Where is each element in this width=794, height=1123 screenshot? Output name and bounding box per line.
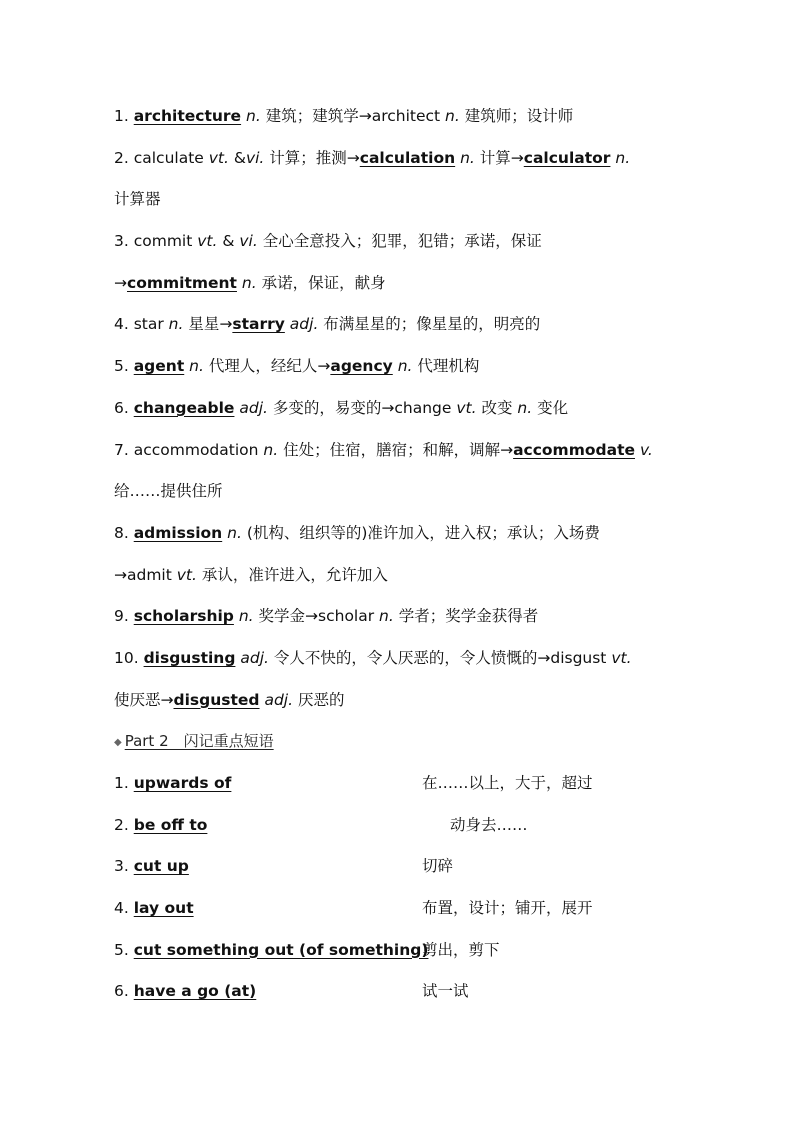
- word-text: 计算→: [474, 148, 524, 167]
- word-text: &: [217, 232, 240, 251]
- word-line: [114, 555, 694, 597]
- part-of-speech: adj.: [239, 398, 268, 417]
- key-word: admission: [133, 523, 223, 542]
- word-text: 布满星星的；像星星的，明亮的: [318, 315, 541, 334]
- part-of-speech: n.: [517, 398, 533, 417]
- part-of-speech: n.: [379, 607, 394, 626]
- part-of-speech: n.: [227, 523, 242, 542]
- word-text: 5.: [114, 357, 134, 376]
- phrase-english: have a go (at): [133, 982, 257, 1001]
- key-word: scholarship: [133, 607, 234, 626]
- part-of-speech: n.: [445, 107, 460, 125]
- word-text: 奖学金→scholar: [253, 607, 380, 626]
- word-text: →admit: [114, 565, 177, 584]
- word-text: →: [114, 273, 127, 292]
- part-of-speech: vi.: [239, 232, 258, 251]
- word-text: 计算；推测→: [264, 148, 360, 167]
- part-of-speech: n.: [168, 315, 184, 334]
- phrase-english: cut up: [133, 857, 189, 876]
- part2-heading: [114, 721, 694, 763]
- phrase-chinese: 试一试: [422, 982, 469, 1001]
- word-text: 给……提供住所: [114, 482, 223, 501]
- word-line: [114, 304, 694, 346]
- phrase-list: [114, 763, 694, 1013]
- word-text: 使厌恶→: [114, 690, 174, 709]
- word-text: 9.: [114, 607, 134, 626]
- key-word: starry: [232, 315, 285, 334]
- phrase-line: [114, 805, 694, 847]
- word-line: [114, 221, 694, 263]
- word-text: 6.: [114, 398, 134, 417]
- phrase-number: 1.: [114, 774, 134, 792]
- part-of-speech: adj.: [289, 315, 319, 334]
- phrase-number: 2.: [114, 815, 134, 834]
- vocab-page: [114, 96, 694, 1013]
- part-of-speech: n.: [460, 148, 475, 167]
- phrase-line: [114, 888, 694, 930]
- phrase-number: 5.: [114, 940, 134, 959]
- word-line: [114, 138, 694, 180]
- phrase-english: lay out: [133, 899, 194, 918]
- word-text: (机构、组织等的)准许加入，进入权；承认；入场费: [241, 523, 600, 542]
- word-text: 住处；住宿，膳宿；和解，调解→: [278, 440, 514, 459]
- key-word: calculation: [359, 148, 456, 167]
- word-text: 代理人，经纪人→: [203, 357, 331, 376]
- phrase-english: be off to: [133, 815, 208, 834]
- phrase-chinese: 剪出，剪下: [422, 940, 500, 959]
- part-of-speech: n.: [189, 357, 204, 376]
- part-of-speech: n.: [615, 148, 631, 167]
- word-text: 2. calculate: [114, 148, 209, 167]
- part-of-speech: v.: [639, 440, 653, 459]
- word-text: 4. star: [114, 315, 169, 334]
- word-line: [114, 388, 694, 430]
- word-line: [114, 638, 694, 680]
- word-text: 3. commit: [114, 232, 198, 251]
- part-of-speech: vt.: [176, 565, 197, 584]
- phrase-chinese: 在……以上，大于，超过: [422, 774, 593, 792]
- word-text: 变化: [532, 398, 569, 417]
- part-of-speech: n.: [263, 440, 279, 459]
- word-text: 改变: [476, 398, 518, 417]
- key-word: architecture: [133, 107, 242, 125]
- word-text: 1.: [114, 107, 134, 125]
- key-word: agency: [330, 357, 393, 376]
- word-text: 多变的，易变的→change: [267, 398, 457, 417]
- diamond-bullet-icon: ◆: [114, 737, 122, 749]
- phrase-english: cut something out (of something): [133, 940, 429, 959]
- key-word: commitment: [127, 273, 237, 292]
- phrase-number: 3.: [114, 857, 134, 876]
- word-text: 令人不快的，令人厌恶的，令人愤慨的→disgust: [268, 648, 612, 667]
- part-of-speech: adj.: [240, 648, 269, 667]
- phrase-line: [114, 763, 694, 805]
- part-of-speech: vt.: [611, 648, 632, 667]
- word-text: 7. accommodation: [114, 440, 264, 459]
- word-text: &: [228, 148, 246, 167]
- key-word: agent: [133, 357, 185, 376]
- part-of-speech: n.: [241, 273, 257, 292]
- phrase-number: 4.: [114, 899, 134, 918]
- word-text: 星星→: [183, 315, 233, 334]
- part-of-speech: adj.: [264, 690, 294, 709]
- word-text: 建筑师；设计师: [459, 107, 574, 125]
- phrase-chinese: 动身去……: [450, 815, 528, 834]
- word-text: 全心全意投入；犯罪，犯错；承诺，保证: [257, 232, 542, 251]
- word-text: 厌恶的: [293, 690, 345, 709]
- key-word: changeable: [133, 398, 235, 417]
- phrase-english: upwards of: [133, 774, 232, 792]
- phrase-line: [114, 971, 694, 1013]
- word-line: [114, 96, 694, 138]
- word-text: 10.: [114, 648, 144, 667]
- word-text: 建筑；建筑学→architect: [260, 107, 446, 125]
- word-line: [114, 430, 694, 472]
- word-text: 8.: [114, 523, 134, 542]
- word-line: [114, 179, 694, 221]
- part2-title: Part 2 闪记重点短语: [124, 732, 274, 751]
- word-text: 计算器: [114, 190, 161, 209]
- word-line: [114, 596, 694, 638]
- phrase-chinese: 切碎: [422, 857, 454, 876]
- key-word: disgusting: [143, 648, 236, 667]
- key-word: calculator: [523, 148, 611, 167]
- part-of-speech: vt.: [456, 398, 477, 417]
- word-line: [114, 471, 694, 513]
- word-list: [114, 96, 694, 721]
- part-of-speech: n.: [246, 107, 261, 125]
- part-of-speech: vt.: [208, 148, 229, 167]
- part-of-speech: n.: [238, 607, 254, 626]
- phrase-chinese: 布置，设计；铺开，展开: [422, 899, 593, 918]
- part-of-speech: vt.: [197, 232, 218, 251]
- key-word: accommodate: [513, 440, 635, 459]
- phrase-line: [114, 930, 694, 972]
- part-of-speech: vi.: [245, 148, 265, 167]
- word-text: 代理机构: [412, 357, 480, 376]
- word-line: [114, 263, 694, 305]
- phrase-line: [114, 846, 694, 888]
- word-text: 学者；奖学金获得者: [393, 607, 539, 626]
- word-line: [114, 513, 694, 555]
- word-text: 承认，准许进入，允许加入: [196, 565, 388, 584]
- word-line: [114, 346, 694, 388]
- word-line: [114, 680, 694, 722]
- word-text: 承诺，保证，献身: [256, 273, 386, 292]
- key-word: disgusted: [173, 690, 260, 709]
- part-of-speech: n.: [397, 357, 413, 376]
- phrase-number: 6.: [114, 982, 134, 1001]
